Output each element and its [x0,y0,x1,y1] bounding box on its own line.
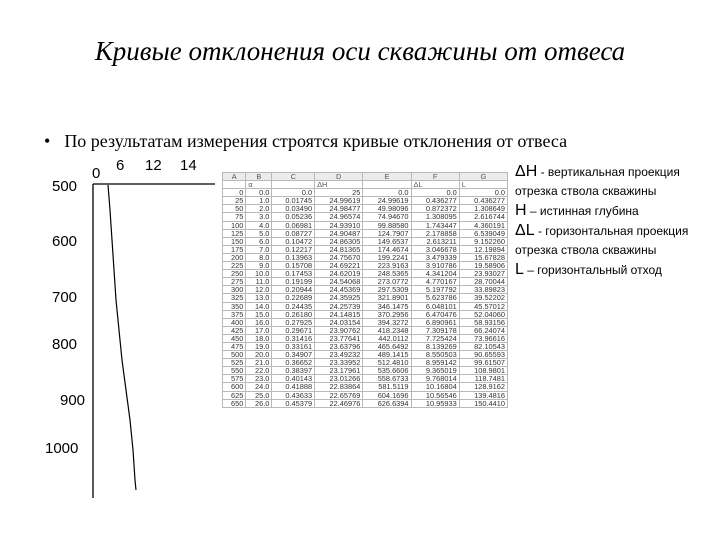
table-cell: 12.19894 [459,245,507,253]
table-cell: 394.3272 [363,318,411,326]
table-cell: 0.12217 [272,245,315,253]
table-cell: 23.01266 [315,375,363,383]
y-tick-label: 800 [52,336,78,353]
table-cell: 0.872372 [411,205,459,213]
table-cell: 475 [223,342,246,350]
table-row [223,197,508,205]
column-header: C [272,173,315,181]
table-cell: 74.94670 [363,213,411,221]
table-cell: 250 [223,270,246,278]
table-row [223,326,508,334]
table-cell: 13.0 [246,294,272,302]
table-cell: 225 [223,262,246,270]
table-cell: 118.7481 [459,375,507,383]
table-cell: 9.365019 [411,367,459,375]
legend [515,162,720,280]
table-cell: 24.14815 [315,310,363,318]
table-cell: 9.768014 [411,375,459,383]
table-cell: 25 [223,197,246,205]
subheader-cell: L [459,181,507,189]
table-row [223,229,508,237]
table-cell: 9.152260 [459,237,507,245]
table-cell: 175 [223,245,246,253]
table-cell: 550 [223,367,246,375]
table-cell: 5.623786 [411,294,459,302]
table-cell: 0.29671 [272,326,315,334]
table-cell: 525 [223,359,246,367]
table-cell: 15.0 [246,310,272,318]
column-header: A [223,173,246,181]
table-cell: 0.436277 [411,197,459,205]
table-cell: 199.2241 [363,253,411,261]
table-row [223,237,508,245]
table-cell: 0.01745 [272,197,315,205]
table-row [223,205,508,213]
table-cell: 0.13963 [272,253,315,261]
table-cell: 0.20944 [272,286,315,294]
table-cell: 58.93156 [459,318,507,326]
legend-symbol: H [515,202,527,219]
table-cell: 22.65769 [315,391,363,399]
table-cell: 3.046678 [411,245,459,253]
table-cell: 370.2956 [363,310,411,318]
table-row [223,245,508,253]
table-cell: 0.38397 [272,367,315,375]
legend-dl [515,221,720,241]
table-cell: 6.470476 [411,310,459,318]
table-cell: 24.0 [246,383,272,391]
table-cell: 15.67828 [459,253,507,261]
table-cell: 0.27925 [272,318,315,326]
table-cell: 24.69221 [315,262,363,270]
table-cell: 1.743447 [411,221,459,229]
table-cell: 450 [223,334,246,342]
table-cell: 12.0 [246,286,272,294]
table-cell: 23.49232 [315,351,363,359]
legend-dh-cont: отрезка ствола скважины [515,184,657,198]
legend-text: - вертикальная проекция [540,165,680,179]
table-cell: 7.309178 [411,326,459,334]
table-cell: 650 [223,399,246,407]
table-cell: 19.0 [246,342,272,350]
table-cell: 273.0772 [363,278,411,286]
table-cell: 19.58906 [459,262,507,270]
y-tick-label: 1000 [45,440,79,457]
table-cell: 1.0 [246,197,272,205]
table-cell: 0.0 [459,189,507,197]
column-header: F [411,173,459,181]
table-cell: 0.0 [272,189,315,197]
table-cell: 50 [223,205,246,213]
table-cell: 7.0 [246,245,272,253]
table-cell: 275 [223,278,246,286]
table-cell: 9.0 [246,262,272,270]
table-row [223,391,508,399]
data-table [222,172,508,408]
table-row [223,278,508,286]
table-cell: 375 [223,310,246,318]
table-cell: 124.7907 [363,229,411,237]
table-cell: 125 [223,229,246,237]
table-cell: 24.35925 [315,294,363,302]
table-cell: 0.0 [411,189,459,197]
table-cell: 24.99619 [315,197,363,205]
spreadsheet-table [222,172,508,487]
table-cell: 23.33952 [315,359,363,367]
table-cell: 1.308649 [459,205,507,213]
table-cell: 0.08727 [272,229,315,237]
table-cell: 0.31416 [272,334,315,342]
table-cell: 49.98096 [363,205,411,213]
table-cell: 600 [223,383,246,391]
table-cell: 11.0 [246,278,272,286]
table-cell: 16.0 [246,318,272,326]
table-cell: 1.308095 [411,213,459,221]
table-cell: 66.24074 [459,326,507,334]
table-cell: 24.96574 [315,213,363,221]
table-row [223,342,508,350]
legend-symbol: L [515,261,524,278]
table-cell: 18.0 [246,334,272,342]
table-row [223,359,508,367]
legend-dl-cont: отрезка ствола скважины [515,243,657,257]
table-cell: 24.25739 [315,302,363,310]
table-cell: 0.24435 [272,302,315,310]
table-row [223,302,508,310]
table-cell: 45.57012 [459,302,507,310]
table-cell: 24.98477 [315,205,363,213]
subheader-cell [272,181,315,189]
table-cell: 28.70044 [459,278,507,286]
table-cell: 99.88580 [363,221,411,229]
table-cell: 0.0 [363,189,411,197]
legend-l [515,260,720,280]
table-row [223,262,508,270]
table-cell: 3.479339 [411,253,459,261]
table-cell: 6.890961 [411,318,459,326]
table-cell: 223.9163 [363,262,411,270]
table-cell: 0.17453 [272,270,315,278]
subheader-cell [223,181,246,189]
table-cell: 0.0 [246,189,272,197]
table-row [223,189,508,197]
table-cell: 90.65593 [459,351,507,359]
subheader-cell: ΔL [411,181,459,189]
table-cell: 99.61507 [459,359,507,367]
legend-h [515,201,720,221]
table-cell: 0.15708 [272,262,315,270]
table-cell: 325 [223,294,246,302]
column-header: G [459,173,507,181]
table-cell: 0.40143 [272,375,315,383]
legend-text: – истинная глубина [529,204,639,218]
table-cell: 23.0 [246,375,272,383]
table-cell: 22.46976 [315,399,363,407]
table-cell: 0.34907 [272,351,315,359]
table-cell: 128.9162 [459,383,507,391]
subheader-cell [363,181,411,189]
table-cell: 200 [223,253,246,261]
table-row [223,318,508,326]
table-cell: 22.83864 [315,383,363,391]
table-cell: 3.0 [246,213,272,221]
table-cell: 108.9801 [459,367,507,375]
table-cell: 24.90487 [315,229,363,237]
table-cell: 23.17961 [315,367,363,375]
subheader-cell: ΔH [315,181,363,189]
column-header: D [315,173,363,181]
table-cell: 24.62019 [315,270,363,278]
table-cell: 174.4674 [363,245,411,253]
column-header-row [223,173,508,181]
deviation-curve-line [108,185,136,490]
table-cell: 149.6537 [363,237,411,245]
bullet-item [44,131,567,152]
table-cell: 6.048101 [411,302,459,310]
table-cell: 321.8901 [363,294,411,302]
table-cell: 604.1696 [363,391,411,399]
table-cell: 4.0 [246,221,272,229]
table-row [223,310,508,318]
table-row [223,270,508,278]
table-cell: 0.41888 [272,383,315,391]
table-cell: 150.4410 [459,399,507,407]
table-cell: 8.139269 [411,342,459,350]
table-cell: 24.93910 [315,221,363,229]
table-cell: 25.0 [246,391,272,399]
table-cell: 2.0 [246,205,272,213]
y-tick-label: 900 [60,392,86,409]
table-row [223,351,508,359]
table-row [223,213,508,221]
table-cell: 2.178858 [411,229,459,237]
table-cell: 10.56546 [411,391,459,399]
legend-text: - горизонтальная проекция [537,224,689,238]
table-cell: 465.6492 [363,342,411,350]
table-cell: 10.16804 [411,383,459,391]
table-cell: 297.5309 [363,286,411,294]
table-cell: 400 [223,318,246,326]
table-cell: 4.341204 [411,270,459,278]
deviation-curve [40,150,215,510]
table-cell: 0.05236 [272,213,315,221]
legend-symbol: ΔH [515,163,538,180]
table-cell: 10.0 [246,270,272,278]
table-cell: 3.910786 [411,262,459,270]
subheader-row [223,181,508,189]
table-cell: 2.613211 [411,237,459,245]
table-cell: 33.89823 [459,286,507,294]
table-cell: 23.77641 [315,334,363,342]
table-cell: 39.52202 [459,294,507,302]
table-cell: 558.6733 [363,375,411,383]
table-cell: 25 [315,189,363,197]
table-cell: 4.770167 [411,278,459,286]
subheader-cell: α [246,181,272,189]
slide-title: Кривые отклонения оси скважины от отвеса [94,36,626,66]
table-cell: 5.0 [246,229,272,237]
table-cell: 626.6394 [363,399,411,407]
table-cell: 14.0 [246,302,272,310]
table-cell: 0.19199 [272,278,315,286]
table-cell: 24.45369 [315,286,363,294]
table-cell: 82.10543 [459,342,507,350]
table-cell: 20.0 [246,351,272,359]
x-tick-label: 0 [92,165,101,182]
bullet-dot: • [44,131,51,151]
table-cell: 0.06981 [272,221,315,229]
table-row [223,375,508,383]
table-cell: 0.436277 [459,197,507,205]
table-cell: 0.10472 [272,237,315,245]
table-row [223,294,508,302]
y-tick-label: 600 [52,233,78,250]
column-header: B [246,173,272,181]
table-cell: 52.04060 [459,310,507,318]
table-cell: 350 [223,302,246,310]
table-row [223,367,508,375]
table-cell: 512.4810 [363,359,411,367]
legend-dh [515,162,720,182]
table-row [223,286,508,294]
table-cell: 24.81365 [315,245,363,253]
table-cell: 73.96616 [459,334,507,342]
table-cell: 24.54068 [315,278,363,286]
table-cell: 489.1415 [363,351,411,359]
table-cell: 425 [223,326,246,334]
table-cell: 625 [223,391,246,399]
table-cell: 0.45379 [272,399,315,407]
table-cell: 8.550503 [411,351,459,359]
table-cell: 150 [223,237,246,245]
table-cell: 0.22689 [272,294,315,302]
table-cell: 0.43633 [272,391,315,399]
table-cell: 139.4816 [459,391,507,399]
table-cell: 0.36652 [272,359,315,367]
column-header: E [363,173,411,181]
legend-symbol: ΔL [515,222,535,239]
table-row [223,399,508,407]
table-cell: 8.959142 [411,359,459,367]
table-cell: 581.5119 [363,383,411,391]
table-cell: 6.539049 [459,229,507,237]
bullet-text: По результатам измерения строятся кривые отклонения от отвеса [64,131,568,151]
table-cell: 6.0 [246,237,272,245]
table-cell: 535.6606 [363,367,411,375]
table-cell: 0.03490 [272,205,315,213]
table-cell: 500 [223,351,246,359]
table-cell: 21.0 [246,359,272,367]
x-tick-label: 12 [145,157,162,174]
table-cell: 23.93027 [459,270,507,278]
table-row [223,221,508,229]
table-cell: 8.0 [246,253,272,261]
table-cell: 300 [223,286,246,294]
table-cell: 100 [223,221,246,229]
table-cell: 2.616744 [459,213,507,221]
table-row [223,334,508,342]
legend-text: – горизонтальный отход [527,263,662,277]
table-cell: 10.95933 [411,399,459,407]
table-row [223,253,508,261]
table-cell: 248.5365 [363,270,411,278]
table-cell: 24.03154 [315,318,363,326]
table-cell: 0.33161 [272,342,315,350]
table-cell: 4.360191 [459,221,507,229]
y-tick-label: 500 [52,178,78,195]
table-cell: 23.63796 [315,342,363,350]
table-cell: 23.90762 [315,326,363,334]
table-cell: 24.86305 [315,237,363,245]
table-cell: 418.2348 [363,326,411,334]
table-cell: 442.0112 [363,334,411,342]
y-tick-label: 700 [52,289,78,306]
table-cell: 24.99619 [363,197,411,205]
table-row [223,383,508,391]
table-cell: 24.75670 [315,253,363,261]
table-cell: 5.197792 [411,286,459,294]
table-cell: 0 [223,189,246,197]
table-cell: 575 [223,375,246,383]
table-cell: 17.0 [246,326,272,334]
x-tick-label: 14 [180,157,197,174]
table-cell: 22.0 [246,367,272,375]
table-cell: 75 [223,213,246,221]
x-tick-label: 6 [116,157,125,174]
table-cell: 0.26180 [272,310,315,318]
table-cell: 7.725424 [411,334,459,342]
table-cell: 26.0 [246,399,272,407]
table-cell: 346.1475 [363,302,411,310]
